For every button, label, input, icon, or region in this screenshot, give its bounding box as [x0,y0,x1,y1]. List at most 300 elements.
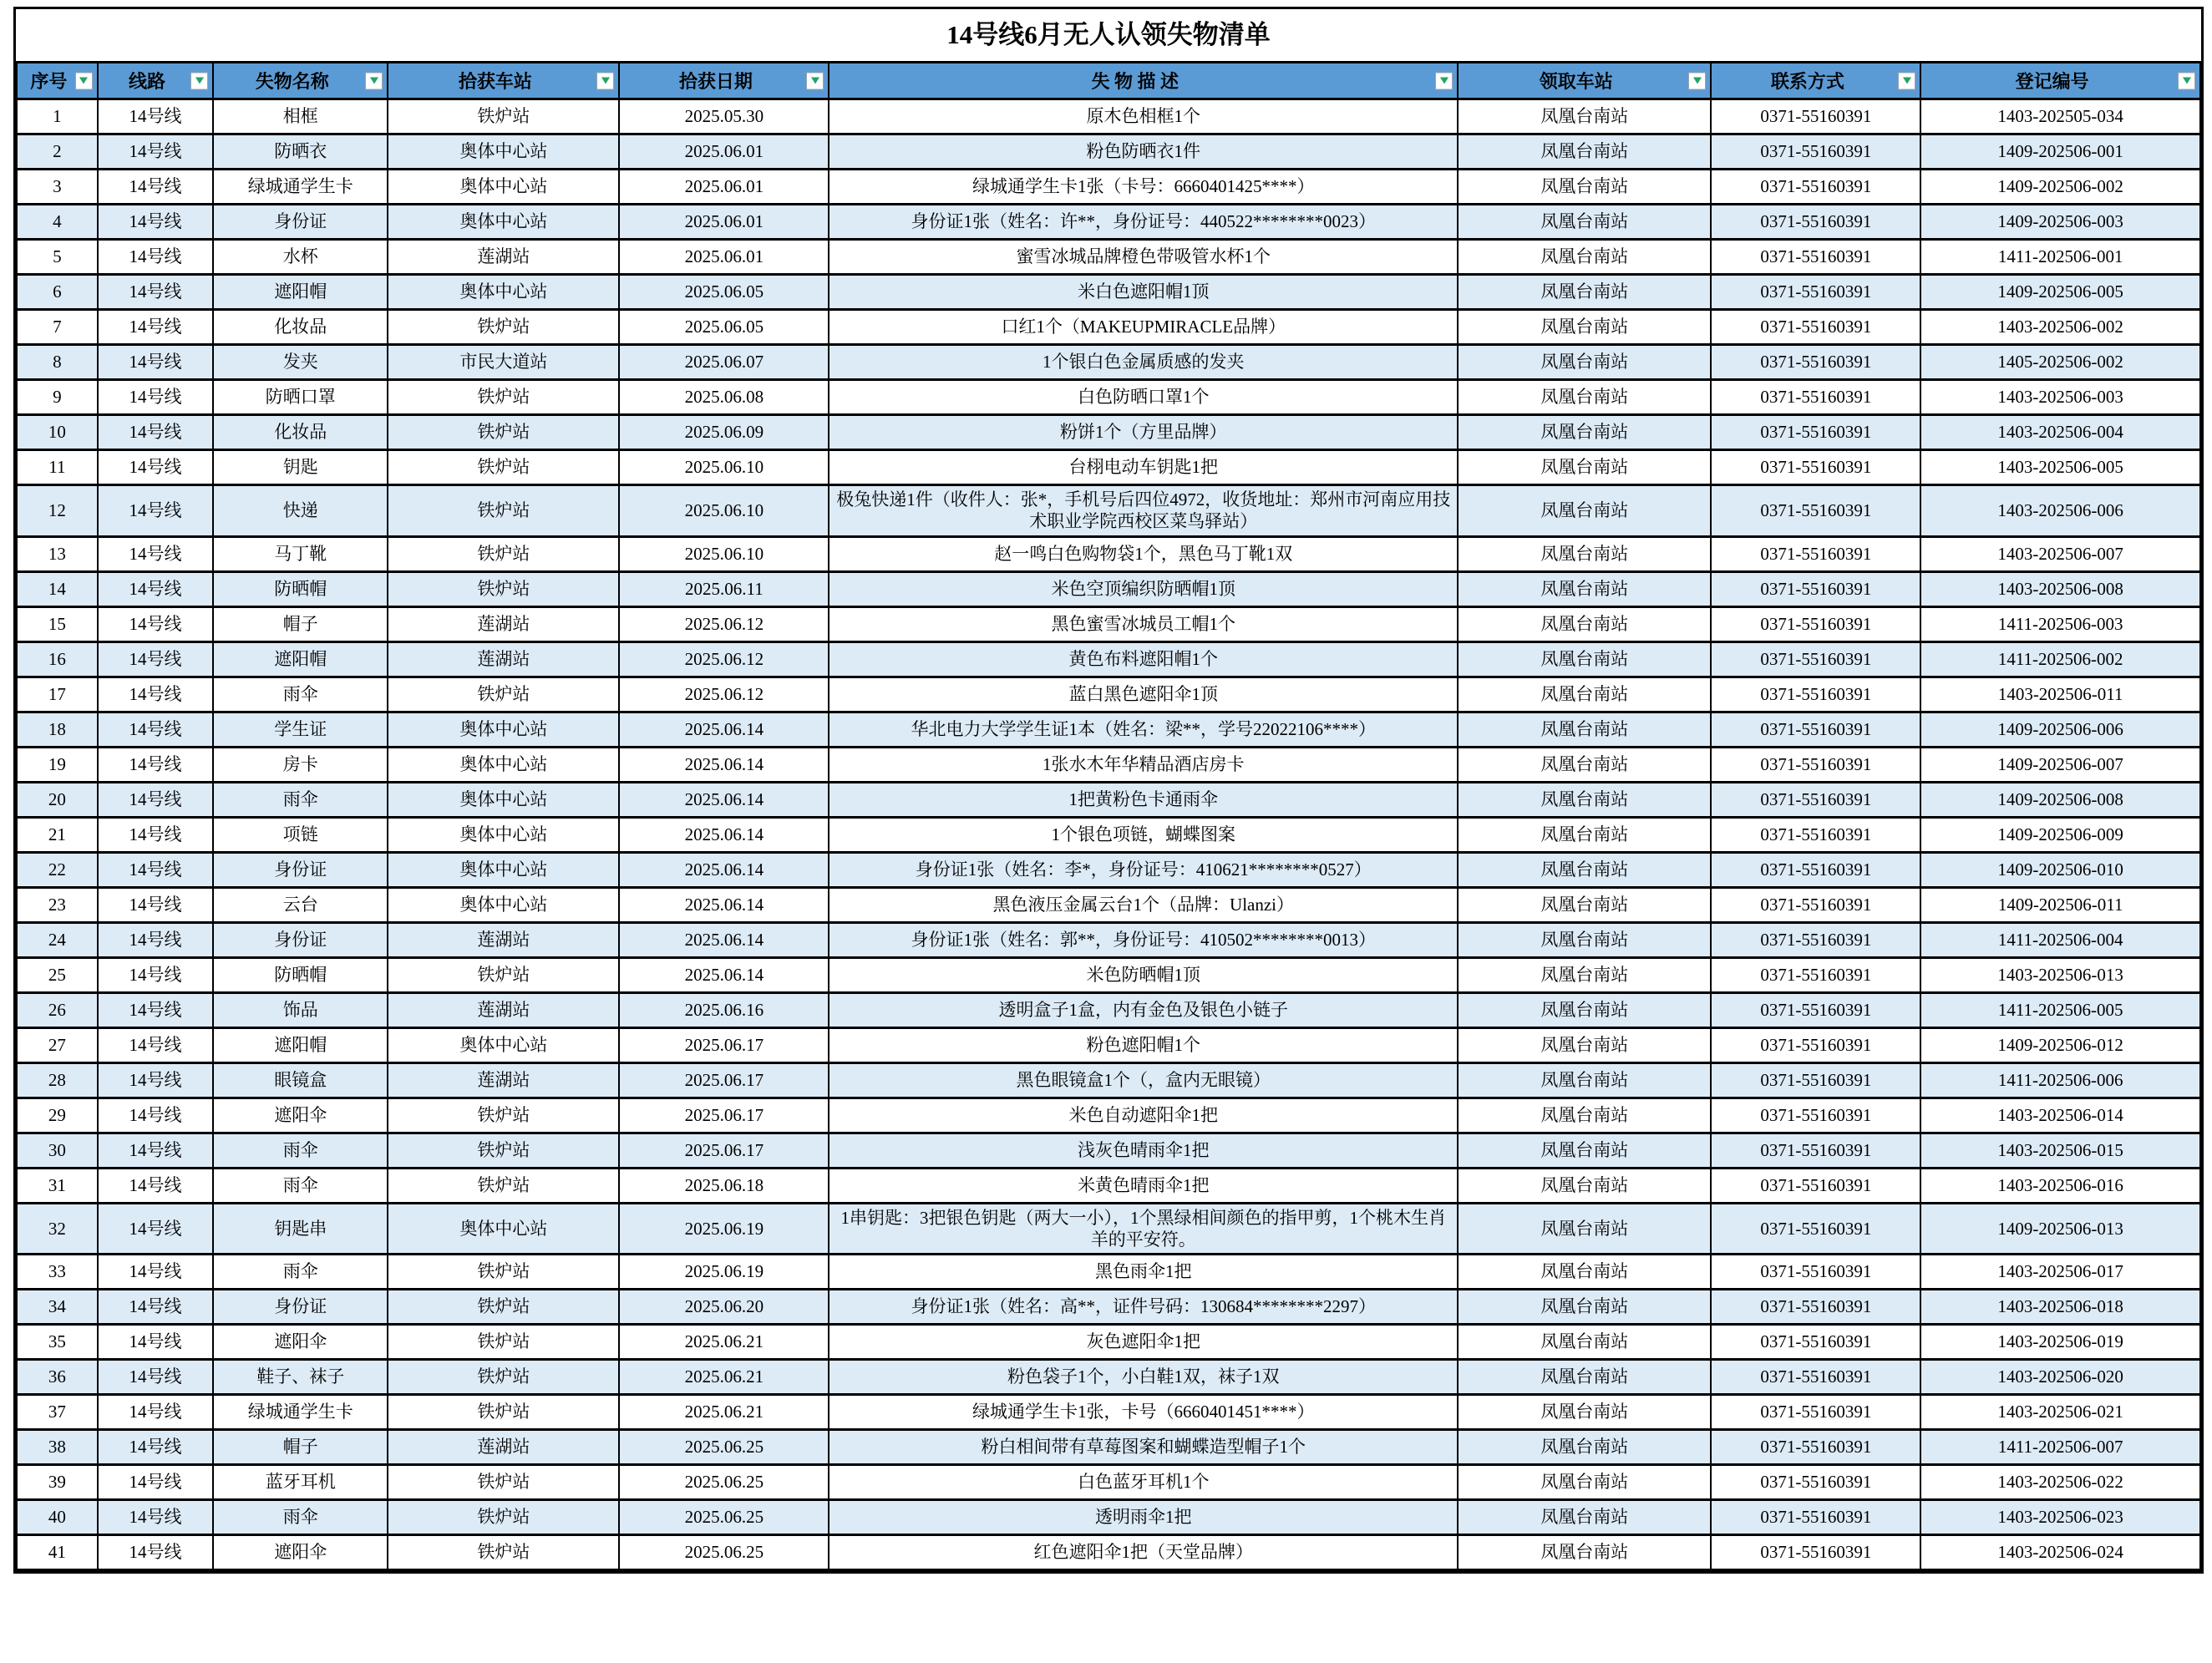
cell-description: 米色防晒帽1顶 [829,957,1458,992]
cell-found-station: 铁炉站 [388,1133,619,1168]
cell-found-date: 2025.06.17 [619,1027,829,1062]
filter-arrow-icon [195,78,204,84]
column-header-pickup-station [1458,63,1711,99]
cell-item-name: 帽子 [213,606,388,641]
cell-line: 14号线 [98,170,214,205]
cell-found-date: 2025.06.14 [619,782,829,817]
cell-line: 14号线 [98,1325,214,1360]
cell-found-station: 奥体中心站 [388,205,619,240]
cell-index: 41 [17,1535,98,1570]
cell-registration-no: 1409-202506-005 [1920,275,2200,310]
table-row [17,485,2200,537]
cell-line: 14号线 [98,782,214,817]
cell-line: 14号线 [98,1290,214,1325]
cell-pickup-station: 凤凰台南站 [1458,536,1711,571]
filter-dropdown-button-index[interactable] [75,72,93,89]
cell-description: 绿城通学生卡1张（卡号：6660401425****） [829,170,1458,205]
cell-found-station: 铁炉站 [388,99,619,134]
cell-description: 原木色相框1个 [829,99,1458,134]
cell-index: 17 [17,677,98,712]
table-row [17,817,2200,852]
table-row [17,1062,2200,1098]
cell-registration-no: 1409-202506-006 [1920,712,2200,747]
table-row [17,1360,2200,1395]
table-row [17,1133,2200,1168]
cell-item-name: 雨伞 [213,782,388,817]
cell-found-station: 铁炉站 [388,1098,619,1133]
cell-pickup-station: 凤凰台南站 [1458,992,1711,1027]
column-header-label: 序号 [30,71,68,92]
cell-line: 14号线 [98,712,214,747]
cell-index: 7 [17,310,98,345]
cell-pickup-station: 凤凰台南站 [1458,1395,1711,1430]
cell-pickup-station: 凤凰台南站 [1458,1255,1711,1290]
cell-pickup-station: 凤凰台南站 [1458,1325,1711,1360]
cell-line: 14号线 [98,99,214,134]
page-title: 14号线6月无人认领失物清单 [16,9,2201,61]
table-row [17,887,2200,922]
cell-found-date: 2025.06.14 [619,887,829,922]
cell-found-date: 2025.06.01 [619,134,829,170]
cell-pickup-station: 凤凰台南站 [1458,1133,1711,1168]
cell-pickup-station: 凤凰台南站 [1458,485,1711,537]
table-row [17,606,2200,641]
cell-item-name: 身份证 [213,205,388,240]
cell-registration-no: 1409-202506-003 [1920,205,2200,240]
cell-item-name: 项链 [213,817,388,852]
table-row [17,957,2200,992]
cell-index: 25 [17,957,98,992]
cell-found-station: 铁炉站 [388,1465,619,1500]
cell-item-name: 学生证 [213,712,388,747]
cell-item-name: 水杯 [213,240,388,275]
cell-index: 35 [17,1325,98,1360]
cell-item-name: 相框 [213,99,388,134]
cell-contact: 0371-55160391 [1711,134,1920,170]
cell-found-station: 铁炉站 [388,677,619,712]
cell-item-name: 身份证 [213,852,388,887]
cell-pickup-station: 凤凰台南站 [1458,134,1711,170]
cell-pickup-station: 凤凰台南站 [1458,1168,1711,1203]
cell-index: 26 [17,992,98,1027]
cell-item-name: 遮阳伞 [213,1098,388,1133]
cell-index: 38 [17,1430,98,1465]
cell-line: 14号线 [98,205,214,240]
cell-line: 14号线 [98,606,214,641]
column-header-item-name [213,63,388,99]
cell-index: 4 [17,205,98,240]
cell-pickup-station: 凤凰台南站 [1458,817,1711,852]
column-header-label: 拾获日期 [678,71,753,92]
cell-found-date: 2025.06.17 [619,1133,829,1168]
cell-registration-no: 1403-202506-023 [1920,1500,2200,1535]
cell-contact: 0371-55160391 [1711,957,1920,992]
lost-items-table [16,61,2201,1571]
cell-pickup-station: 凤凰台南站 [1458,1062,1711,1098]
lost-items-sheet [13,7,2204,1574]
cell-line: 14号线 [98,1168,214,1203]
table-row [17,782,2200,817]
cell-index: 29 [17,1098,98,1133]
filter-dropdown-button-registration-no[interactable] [2178,72,2195,89]
cell-contact: 0371-55160391 [1711,310,1920,345]
cell-line: 14号线 [98,1098,214,1133]
cell-contact: 0371-55160391 [1711,1255,1920,1290]
cell-found-date: 2025.06.11 [619,571,829,606]
cell-line: 14号线 [98,134,214,170]
cell-found-station: 莲湖站 [388,240,619,275]
cell-item-name: 绿城通学生卡 [213,1395,388,1430]
cell-item-name: 遮阳伞 [213,1535,388,1570]
cell-description: 白色防晒口罩1个 [829,380,1458,415]
column-header-index [17,63,98,99]
cell-description: 黑色眼镜盒1个（，盒内无眼镜） [829,1062,1458,1098]
cell-index: 6 [17,275,98,310]
table-row [17,1395,2200,1430]
table-row [17,99,2200,134]
cell-found-date: 2025.05.30 [619,99,829,134]
table-row [17,1168,2200,1203]
filter-arrow-icon [1440,78,1448,84]
cell-description: 1把黄粉色卡通雨伞 [829,782,1458,817]
cell-registration-no: 1403-202506-024 [1920,1535,2200,1570]
cell-index: 37 [17,1395,98,1430]
cell-line: 14号线 [98,852,214,887]
cell-line: 14号线 [98,450,214,485]
cell-index: 30 [17,1133,98,1168]
column-header-label: 联系方式 [1770,71,1844,92]
cell-registration-no: 1403-202506-014 [1920,1098,2200,1133]
cell-line: 14号线 [98,887,214,922]
cell-found-station: 铁炉站 [388,1500,619,1535]
cell-found-date: 2025.06.21 [619,1395,829,1430]
cell-contact: 0371-55160391 [1711,1465,1920,1500]
cell-contact: 0371-55160391 [1711,1535,1920,1570]
cell-contact: 0371-55160391 [1711,1500,1920,1535]
cell-found-station: 铁炉站 [388,1395,619,1430]
cell-pickup-station: 凤凰台南站 [1458,310,1711,345]
cell-description: 绿城通学生卡1张，卡号（6660401451****） [829,1395,1458,1430]
column-header-label: 拾获车站 [458,71,532,92]
cell-found-station: 铁炉站 [388,485,619,537]
cell-index: 23 [17,887,98,922]
filter-dropdown-button-line[interactable] [190,72,208,89]
cell-registration-no: 1403-202506-020 [1920,1360,2200,1395]
cell-found-date: 2025.06.17 [619,1062,829,1098]
cell-description: 台栩电动车钥匙1把 [829,450,1458,485]
cell-registration-no: 1411-202506-002 [1920,641,2200,677]
column-header-line [98,63,214,99]
cell-index: 27 [17,1027,98,1062]
cell-item-name: 眼镜盒 [213,1062,388,1098]
cell-index: 2 [17,134,98,170]
cell-contact: 0371-55160391 [1711,1325,1920,1360]
table-row [17,1325,2200,1360]
cell-found-date: 2025.06.14 [619,852,829,887]
cell-contact: 0371-55160391 [1711,485,1920,537]
cell-index: 12 [17,485,98,537]
cell-found-station: 铁炉站 [388,957,619,992]
cell-index: 28 [17,1062,98,1098]
cell-pickup-station: 凤凰台南站 [1458,170,1711,205]
table-body [17,99,2200,1570]
cell-item-name: 钥匙 [213,450,388,485]
cell-found-station: 铁炉站 [388,310,619,345]
cell-line: 14号线 [98,817,214,852]
filter-dropdown-button-description[interactable] [1435,72,1453,89]
cell-found-station: 奥体中心站 [388,817,619,852]
cell-found-station: 奥体中心站 [388,747,619,782]
table-row [17,922,2200,957]
cell-contact: 0371-55160391 [1711,887,1920,922]
column-header-label: 线路 [128,71,165,92]
cell-index: 32 [17,1203,98,1255]
cell-contact: 0371-55160391 [1711,450,1920,485]
table-row [17,747,2200,782]
cell-contact: 0371-55160391 [1711,1360,1920,1395]
cell-index: 15 [17,606,98,641]
cell-found-station: 铁炉站 [388,1290,619,1325]
table-row [17,712,2200,747]
table-row [17,380,2200,415]
cell-found-station: 铁炉站 [388,1535,619,1570]
filter-arrow-icon [370,78,378,84]
cell-item-name: 遮阳帽 [213,275,388,310]
filter-dropdown-button-pickup-station[interactable] [1688,72,1706,89]
cell-item-name: 化妆品 [213,310,388,345]
cell-registration-no: 1403-202506-008 [1920,571,2200,606]
cell-pickup-station: 凤凰台南站 [1458,887,1711,922]
cell-item-name: 饰品 [213,992,388,1027]
column-header-label: 失 物 描 述 [1091,71,1180,92]
cell-pickup-station: 凤凰台南站 [1458,712,1711,747]
cell-pickup-station: 凤凰台南站 [1458,380,1711,415]
column-header-found-station [388,63,619,99]
cell-pickup-station: 凤凰台南站 [1458,852,1711,887]
cell-index: 20 [17,782,98,817]
cell-found-date: 2025.06.16 [619,992,829,1027]
cell-registration-no: 1403-202506-019 [1920,1325,2200,1360]
cell-registration-no: 1403-202506-004 [1920,415,2200,450]
cell-pickup-station: 凤凰台南站 [1458,99,1711,134]
cell-line: 14号线 [98,1395,214,1430]
cell-found-date: 2025.06.21 [619,1325,829,1360]
cell-found-station: 铁炉站 [388,1325,619,1360]
cell-index: 21 [17,817,98,852]
column-header-label: 领取车站 [1539,71,1613,92]
cell-item-name: 防晒口罩 [213,380,388,415]
cell-pickup-station: 凤凰台南站 [1458,1430,1711,1465]
cell-description: 灰色遮阳伞1把 [829,1325,1458,1360]
cell-pickup-station: 凤凰台南站 [1458,1360,1711,1395]
table-row [17,415,2200,450]
cell-description: 身份证1张（姓名：郭**，身份证号：410502********0013） [829,922,1458,957]
cell-description: 透明盒子1盒，内有金色及银色小链子 [829,992,1458,1027]
cell-index: 1 [17,99,98,134]
cell-line: 14号线 [98,310,214,345]
cell-line: 14号线 [98,1062,214,1098]
filter-dropdown-button-item-name[interactable] [365,72,383,89]
cell-description: 粉色防晒衣1件 [829,134,1458,170]
cell-pickup-station: 凤凰台南站 [1458,922,1711,957]
cell-pickup-station: 凤凰台南站 [1458,1535,1711,1570]
cell-found-date: 2025.06.12 [619,606,829,641]
table-row [17,310,2200,345]
cell-contact: 0371-55160391 [1711,415,1920,450]
cell-found-date: 2025.06.12 [619,641,829,677]
cell-found-date: 2025.06.10 [619,485,829,537]
cell-found-station: 铁炉站 [388,1255,619,1290]
cell-found-date: 2025.06.09 [619,415,829,450]
filter-dropdown-button-found-station[interactable] [596,72,614,89]
cell-index: 34 [17,1290,98,1325]
cell-found-station: 莲湖站 [388,1062,619,1098]
cell-registration-no: 1403-202505-034 [1920,99,2200,134]
cell-found-date: 2025.06.12 [619,677,829,712]
cell-pickup-station: 凤凰台南站 [1458,450,1711,485]
filter-arrow-icon [1693,78,1702,84]
cell-contact: 0371-55160391 [1711,1098,1920,1133]
cell-item-name: 防晒帽 [213,571,388,606]
table-row [17,1465,2200,1500]
cell-registration-no: 1411-202506-007 [1920,1430,2200,1465]
cell-found-date: 2025.06.21 [619,1360,829,1395]
column-header-registration-no [1920,63,2200,99]
table-row [17,536,2200,571]
cell-line: 14号线 [98,677,214,712]
cell-description: 蜜雪冰城品牌橙色带吸管水杯1个 [829,240,1458,275]
filter-dropdown-button-found-date[interactable] [806,72,824,89]
cell-contact: 0371-55160391 [1711,606,1920,641]
cell-found-station: 奥体中心站 [388,852,619,887]
cell-found-station: 奥体中心站 [388,275,619,310]
cell-registration-no: 1403-202506-007 [1920,536,2200,571]
cell-found-station: 奥体中心站 [388,1027,619,1062]
cell-index: 8 [17,345,98,380]
cell-registration-no: 1403-202506-013 [1920,957,2200,992]
table-row [17,170,2200,205]
cell-contact: 0371-55160391 [1711,240,1920,275]
cell-registration-no: 1403-202506-003 [1920,380,2200,415]
cell-contact: 0371-55160391 [1711,170,1920,205]
cell-registration-no: 1409-202506-011 [1920,887,2200,922]
cell-description: 米白色遮阳帽1顶 [829,275,1458,310]
cell-item-name: 身份证 [213,1290,388,1325]
cell-item-name: 快递 [213,485,388,537]
cell-line: 14号线 [98,1430,214,1465]
cell-pickup-station: 凤凰台南站 [1458,641,1711,677]
cell-item-name: 帽子 [213,1430,388,1465]
cell-index: 9 [17,380,98,415]
column-header-description [829,63,1458,99]
column-header-found-date [619,63,829,99]
cell-found-station: 莲湖站 [388,606,619,641]
cell-found-date: 2025.06.25 [619,1430,829,1465]
cell-item-name: 化妆品 [213,415,388,450]
cell-found-date: 2025.06.07 [619,345,829,380]
filter-arrow-icon [79,78,88,84]
table-row [17,1430,2200,1465]
cell-index: 5 [17,240,98,275]
cell-description: 黑色液压金属云台1个（品牌：Ulanzi） [829,887,1458,922]
cell-index: 31 [17,1168,98,1203]
cell-contact: 0371-55160391 [1711,747,1920,782]
cell-pickup-station: 凤凰台南站 [1458,1500,1711,1535]
cell-registration-no: 1403-202506-017 [1920,1255,2200,1290]
table-row [17,992,2200,1027]
cell-description: 红色遮阳伞1把（天堂品牌） [829,1535,1458,1570]
cell-line: 14号线 [98,380,214,415]
cell-contact: 0371-55160391 [1711,1133,1920,1168]
cell-found-station: 铁炉站 [388,1168,619,1203]
cell-item-name: 蓝牙耳机 [213,1465,388,1500]
filter-arrow-icon [601,78,610,84]
cell-registration-no: 1403-202506-022 [1920,1465,2200,1500]
cell-description: 透明雨伞1把 [829,1500,1458,1535]
cell-found-date: 2025.06.01 [619,205,829,240]
cell-description: 1串钥匙：3把银色钥匙（两大一小），1个黑绿相间颜色的指甲剪，1个桃木生肖羊的平安符。 [829,1203,1458,1255]
cell-found-station: 铁炉站 [388,450,619,485]
filter-arrow-icon [2183,78,2191,84]
cell-line: 14号线 [98,1255,214,1290]
table-row [17,852,2200,887]
cell-item-name: 遮阳伞 [213,1325,388,1360]
cell-found-date: 2025.06.08 [619,380,829,415]
filter-dropdown-button-contact[interactable] [1898,72,1915,89]
cell-index: 16 [17,641,98,677]
cell-pickup-station: 凤凰台南站 [1458,205,1711,240]
header-row [17,63,2200,99]
cell-contact: 0371-55160391 [1711,345,1920,380]
cell-found-date: 2025.06.14 [619,957,829,992]
cell-registration-no: 1403-202506-015 [1920,1133,2200,1168]
cell-contact: 0371-55160391 [1711,1062,1920,1098]
cell-registration-no: 1411-202506-006 [1920,1062,2200,1098]
filter-arrow-icon [811,78,819,84]
table-row [17,275,2200,310]
cell-index: 10 [17,415,98,450]
cell-found-date: 2025.06.01 [619,170,829,205]
cell-contact: 0371-55160391 [1711,1395,1920,1430]
cell-contact: 0371-55160391 [1711,380,1920,415]
cell-found-station: 奥体中心站 [388,782,619,817]
cell-pickup-station: 凤凰台南站 [1458,275,1711,310]
cell-found-date: 2025.06.25 [619,1465,829,1500]
cell-contact: 0371-55160391 [1711,205,1920,240]
cell-registration-no: 1405-202506-002 [1920,345,2200,380]
cell-item-name: 鞋子、袜子 [213,1360,388,1395]
cell-line: 14号线 [98,345,214,380]
cell-item-name: 防晒衣 [213,134,388,170]
cell-found-station: 奥体中心站 [388,712,619,747]
cell-description: 身份证1张（姓名：高**，证件号码：130684********2297） [829,1290,1458,1325]
cell-description: 粉饼1个（方里品牌） [829,415,1458,450]
table-row [17,450,2200,485]
cell-description: 米色自动遮阳伞1把 [829,1098,1458,1133]
cell-pickup-station: 凤凰台南站 [1458,1290,1711,1325]
cell-found-date: 2025.06.14 [619,747,829,782]
cell-item-name: 雨伞 [213,677,388,712]
column-header-contact [1711,63,1920,99]
cell-contact: 0371-55160391 [1711,571,1920,606]
cell-index: 24 [17,922,98,957]
cell-contact: 0371-55160391 [1711,852,1920,887]
cell-line: 14号线 [98,485,214,537]
cell-line: 14号线 [98,240,214,275]
cell-contact: 0371-55160391 [1711,1027,1920,1062]
cell-pickup-station: 凤凰台南站 [1458,1098,1711,1133]
cell-pickup-station: 凤凰台南站 [1458,677,1711,712]
